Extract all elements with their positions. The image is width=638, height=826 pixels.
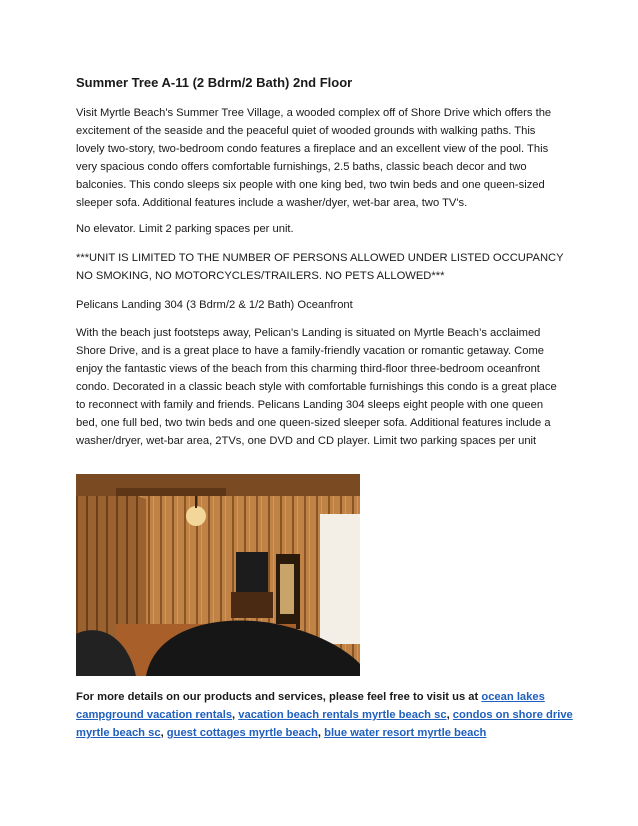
footer-links <box>76 688 576 742</box>
occupancy-notice: ***UNIT IS LIMITED TO THE NUMBER OF PERSONS ALLOWED UNDER LISTED OCCUPANCY NO SMOKING, NO MOTORCYCLES/TRAILERS. NO PETS ALLOWED*** <box>76 252 564 282</box>
condo-interior-illustration <box>76 474 360 676</box>
summer-tree-description: Visit Myrtle Beach's Summer Tree Village, a wooded complex off of Shore Drive which offers the excitement of the seaside and the peaceful quiet of wooded grounds with walking paths. This lovely two-story, two-bedroom condo features a fireplace and an excellent view of the pool. This very spacious condo offers comfortable furnishings, 2.5 baths, classic beach decor and two balconies. This condo sleeps six people with one king bed, two twin beds and one queen-sized sleeper sofa. Additional features include a washer/dyer, wet-bar area, two TV's. <box>76 107 552 209</box>
listing-title: Summer Tree A-11 (2 Bdrm/2 Bath) 2nd Floor <box>76 75 353 90</box>
footer-lead-text: For more details on our products and services, please feel free to visit us at <box>76 691 482 703</box>
link-vacation-rentals[interactable]: vacation beach rentals myrtle beach sc <box>238 709 447 721</box>
footer-separator: , <box>232 709 239 721</box>
pelicans-landing-heading: Pelicans Landing 304 (3 Bdrm/2 & 1/2 Bath) Oceanfront <box>76 299 353 311</box>
condo-interior-photo <box>76 474 360 676</box>
footer-separator: , <box>446 709 453 721</box>
link-blue-water-resort[interactable]: blue water resort myrtle beach <box>324 727 487 739</box>
footer-separator: , <box>317 727 325 739</box>
link-guest-cottages[interactable]: guest cottages myrtle beach <box>166 727 318 739</box>
link-ocean-lakes[interactable]: ocean lakes campground vacation rentals <box>76 691 545 721</box>
link-condos-shore-drive[interactable]: condos on shore drive myrtle beach sc <box>76 709 573 739</box>
pelicans-landing-description: With the beach just footsteps away, Pelican's Landing is situated on Myrtle Beach’s acclaimed Shore Drive, and is a great place to have a family-friendly vacation or romantic getaway. Come enjoy the fantastic views of the beach from this charming third-floor three-bedroom oceanfront condo. Decorated in a classic beach style with comfortable furnishings this condo is a great place to reconnect with family and friends. Pelicans Landing 304 sleeps eight people with one queen bed, one full bed, two twin beds and one queen-sized sleeper sofa. Additional features include a washer/dryer, wet-bar area, 2TVs, one DVD and CD player. Limit two parking spaces per unit <box>76 327 557 447</box>
footer-separator: , <box>160 727 167 739</box>
parking-note: No elevator. Limit 2 parking spaces per unit. <box>76 223 294 235</box>
